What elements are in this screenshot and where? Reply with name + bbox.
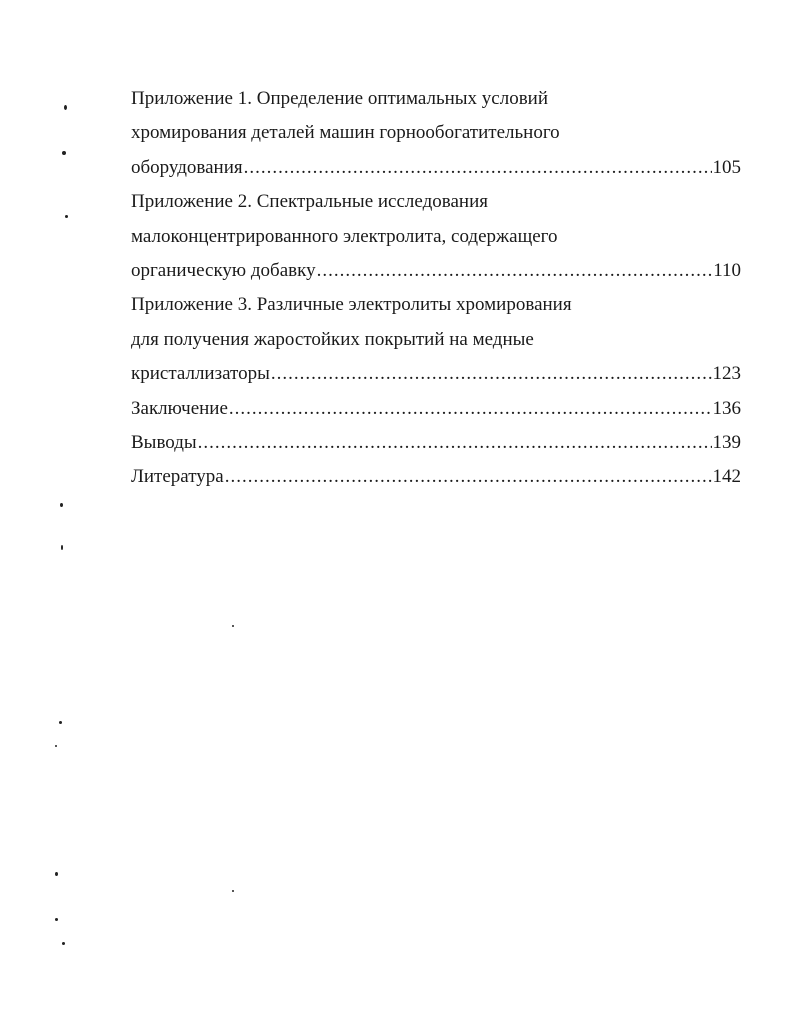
dot-leader <box>317 254 713 288</box>
toc-entry-conclusion <box>131 392 741 426</box>
toc-entry-text-line: хромирования деталей машин горнообогатительного <box>131 122 560 144</box>
scan-speck <box>62 942 65 945</box>
toc-entry-text-line: Приложение 3. Различные электролиты хромирования <box>131 294 572 316</box>
toc-entry-text-line: Приложение 1. Определение оптимальных условий <box>131 88 549 109</box>
scan-speck <box>61 545 63 550</box>
scan-speck <box>55 745 57 747</box>
scan-speck <box>65 215 68 218</box>
toc-entry-text-line: Литература <box>131 466 224 488</box>
page-number: 139 <box>712 431 741 453</box>
page-number: 123 <box>712 363 741 385</box>
toc-entry-text-line: Приложение 2. Спектральные исследования <box>131 191 488 213</box>
page-number: 136 <box>712 397 741 419</box>
toc-entry-text-line: кристаллизаторы <box>131 363 270 385</box>
scan-speck <box>59 721 62 724</box>
toc-entry-leader-line <box>131 357 741 391</box>
toc-entry-text-line: органическую добавку <box>131 259 316 281</box>
toc-entry-leader-line <box>131 151 741 185</box>
toc-entry-text-line: Заключение <box>131 397 228 419</box>
scan-speck <box>62 151 66 155</box>
table-of-contents <box>131 82 741 495</box>
toc-entry-text-line: малоконцентрированного электролита, содержащего <box>131 225 558 247</box>
toc-entry-appendix-1 <box>131 82 741 185</box>
dot-leader <box>225 460 712 494</box>
scan-speck <box>55 872 58 876</box>
toc-entry-text-line: оборудования <box>131 156 243 178</box>
toc-entry-text-line: для получения жаростойких покрытий на медные <box>131 328 534 350</box>
toc-entry-leader-line <box>131 392 741 426</box>
scan-speck <box>55 918 58 921</box>
dot-leader <box>229 392 712 426</box>
page-number: 142 <box>712 466 741 488</box>
toc-entry-literature <box>131 460 741 494</box>
page-number: 110 <box>713 259 741 281</box>
toc-entry-appendix-3 <box>131 288 741 391</box>
dot-leader <box>244 151 712 185</box>
toc-entry-findings <box>131 426 741 460</box>
scan-speck <box>232 625 234 627</box>
page-number: 105 <box>712 156 741 178</box>
dot-leader <box>271 357 712 391</box>
toc-entry-appendix-2 <box>131 185 741 288</box>
toc-entry-text-line: Выводы <box>131 431 197 453</box>
toc-entry-leader-line <box>131 460 741 494</box>
scan-speck <box>64 105 67 110</box>
toc-entry-leader-line <box>131 426 741 460</box>
scan-speck <box>232 890 234 892</box>
dot-leader <box>198 426 712 460</box>
scan-speck <box>60 503 63 507</box>
toc-entry-leader-line <box>131 254 741 288</box>
